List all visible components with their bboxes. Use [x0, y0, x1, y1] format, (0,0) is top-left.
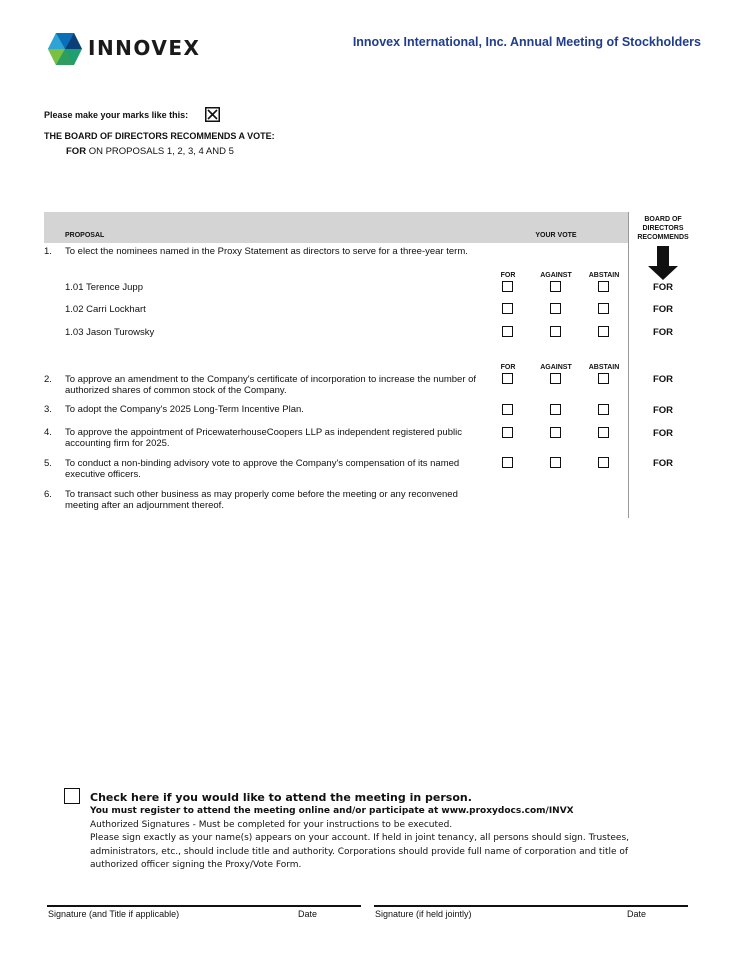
marks-instruction: Please make your marks like this:	[44, 110, 189, 120]
proposal-4-for-checkbox[interactable]	[502, 427, 513, 438]
sample-mark-icon	[205, 107, 220, 122]
nominee-3-against-checkbox[interactable]	[550, 326, 561, 337]
proposal-3-against-checkbox[interactable]	[550, 404, 561, 415]
nominee-2-for-checkbox[interactable]	[502, 303, 513, 314]
nominee-label: 1.03 Jason Turowsky	[65, 327, 155, 338]
nominee-1-against-checkbox[interactable]	[550, 281, 561, 292]
proposal-text: To adopt the Company's 2025 Long-Term Incentive Plan.	[65, 404, 304, 415]
date-2-label: Date	[627, 909, 647, 919]
proposal-3-for-checkbox[interactable]	[502, 404, 513, 415]
attend-heading: Check here if you would like to attend the meeting in person.	[90, 791, 472, 804]
innovex-logo-icon	[48, 33, 82, 65]
nominee-3-for-checkbox[interactable]	[502, 326, 513, 337]
your-vote-column-header: YOUR VOTE	[535, 232, 577, 239]
board-recommendation: FOR	[652, 405, 674, 416]
signature-1-label: Signature (and Title if applicable)	[48, 909, 180, 919]
meeting-title: Innovex International, Inc. Annual Meeting of Stockholders	[352, 35, 701, 49]
vote-header-against: AGAINST	[540, 272, 572, 279]
board-recommendation: FOR	[652, 327, 674, 338]
nominee-label: 1.02 Carri Lockhart	[65, 304, 146, 315]
vote-header-abstain: ABSTAIN	[588, 364, 620, 371]
proposal-4-against-checkbox[interactable]	[550, 427, 561, 438]
nominee-label: 1.01 Terence Jupp	[65, 282, 143, 293]
attend-in-person-checkbox[interactable]	[64, 788, 80, 804]
board-recommendation: FOR	[652, 282, 674, 293]
proposal-text: To approve an amendment to the Company's certificate of incorporation to increase the number of authorized shares of common stock of the Company.	[65, 374, 477, 396]
proposal-3-abstain-checkbox[interactable]	[598, 404, 609, 415]
proposal-number: 6.	[44, 489, 52, 500]
nominee-1-for-checkbox[interactable]	[502, 281, 513, 292]
proposal-text: To conduct a non-binding advisory vote to approve the Company's compensation of its named executive officers.	[65, 458, 460, 480]
proposal-number: 4.	[44, 427, 52, 438]
board-recommendation: FOR	[652, 428, 674, 439]
board-recommendation-heading: THE BOARD OF DIRECTORS RECOMMENDS A VOTE:	[44, 131, 275, 141]
signature-line-2	[374, 905, 688, 907]
proposal-column-header: PROPOSAL	[65, 232, 105, 239]
board-recommends-column-header: BOARD OF DIRECTORS RECOMMENDS	[637, 216, 689, 241]
board-recommendation: FOR	[652, 374, 674, 385]
vote-header-against: AGAINST	[540, 364, 572, 371]
proposal-5-against-checkbox[interactable]	[550, 457, 561, 468]
nominee-2-abstain-checkbox[interactable]	[598, 303, 609, 314]
proposal-text: To elect the nominees named in the Proxy Statement as directors to serve for a three-year term.	[65, 246, 468, 257]
proposal-2-against-checkbox[interactable]	[550, 373, 561, 384]
for-word: FOR	[66, 146, 87, 157]
proposal-4-abstain-checkbox[interactable]	[598, 427, 609, 438]
board-recommendation: FOR	[652, 458, 674, 469]
authorized-signatures-line: Authorized Signatures - Must be completed for your instructions to be executed.	[90, 820, 453, 830]
board-recommendation: FOR	[652, 304, 674, 315]
proposal-number: 5.	[44, 458, 52, 469]
vote-header-for: FOR	[500, 364, 516, 371]
proposal-text: To transact such other business as may properly come before the meeting or any reconvened meeting after an adjournment thereof.	[65, 489, 458, 511]
register-line: You must register to attend the meeting online and/or participate at www.proxydocs.com/INVX	[90, 806, 574, 816]
proposal-5-abstain-checkbox[interactable]	[598, 457, 609, 468]
date-1-label: Date	[298, 909, 318, 919]
signature-line-1	[47, 905, 361, 907]
nominee-1-abstain-checkbox[interactable]	[598, 281, 609, 292]
nominee-2-against-checkbox[interactable]	[550, 303, 561, 314]
vote-header-abstain: ABSTAIN	[588, 272, 620, 279]
proposal-2-abstain-checkbox[interactable]	[598, 373, 609, 384]
column-divider	[628, 212, 629, 518]
down-arrow-icon	[648, 246, 678, 280]
proposal-2-for-checkbox[interactable]	[502, 373, 513, 384]
logo-wordmark: INNOVEX	[88, 36, 201, 60]
proposal-5-for-checkbox[interactable]	[502, 457, 513, 468]
signing-instructions: Please sign exactly as your name(s) appears on your account. If held in joint tenancy, all persons should sign. Trustees, administrators, etc., should include title and authority. Corporations should provide full name of corporation and title of authorized officer signing the Proxy/Vote Form.	[90, 833, 630, 870]
nominee-3-abstain-checkbox[interactable]	[598, 326, 609, 337]
proposal-number: 2.	[44, 374, 52, 385]
board-recommendation-detail	[66, 146, 234, 157]
signature-2-label: Signature (if held jointly)	[375, 909, 472, 919]
proposals-list: ON PROPOSALS 1, 2, 3, 4 AND 5	[86, 146, 234, 157]
proposal-number: 1.	[44, 246, 52, 257]
proposal-text: To approve the appointment of PricewaterhouseCoopers LLP as independent registered public accounting firm for 2025.	[65, 427, 462, 449]
proposal-number: 3.	[44, 404, 52, 415]
vote-header-for: FOR	[500, 272, 516, 279]
